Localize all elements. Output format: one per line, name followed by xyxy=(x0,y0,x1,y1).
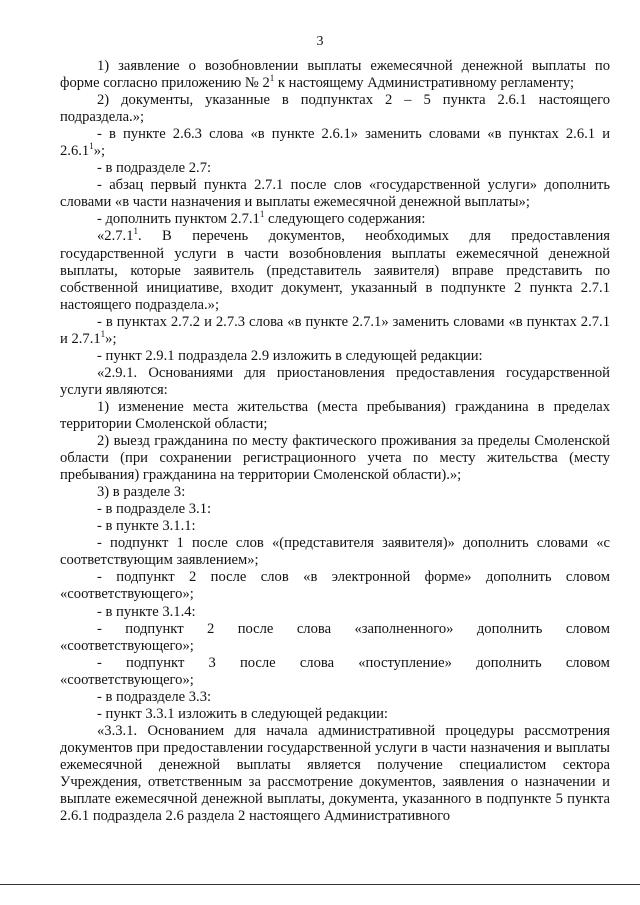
paragraph: «3.3.1. Основанием для начала административной процедуры рассмотрения документов при предоставлении государственной услуги в части назначения и выплаты ежемесячной денежной выплаты является получение специалистом сектора Учреждения, ответственным за рассмотрение документов, заявления о назначении и выплате ежемесячной денежной выплаты, документа, указанного в подпункте 5 пункта 2.6.1 подраздела 2.6 раздела 2 настоящего Административного xyxy=(60,722,610,825)
paragraph: - в пункте 3.1.4: xyxy=(97,603,196,620)
paragraph: - в подразделе 3.1: xyxy=(97,501,212,518)
paragraph: - в подразделе 2.7: xyxy=(97,160,212,177)
paragraph: «2.7.1$^1$. В перечень документов, необходимых для предоставления государственной услуги в части возобновления выплаты ежемесячной денежной выплаты, которые заявитель (представитель заявителя) вправе представить по собственной инициативе, входит документ, указанный в подпункте 2 пункта 2.7.1 настоящего подраздела.»; xyxy=(60,226,610,313)
paragraph: - пункт 2.9.1 подраздела 2.9 изложить в следующей редакции: xyxy=(97,347,483,364)
paragraph: - абзац первый пункта 2.7.1 после слов «государственной услуги» дополнить словами «в части назначения и выплаты ежемесячной денежной выплаты»; xyxy=(60,177,610,211)
paragraph: «соответствующего»; xyxy=(60,637,194,654)
paragraph: 3) в разделе 3: xyxy=(97,484,186,501)
page-bottom-rule xyxy=(0,884,640,885)
paragraph: 1) заявление о возобновлении выплаты ежемесячной денежной выплаты по форме согласно приложению № $2^1$ к настоящему Административному регламенту; xyxy=(60,58,610,92)
paragraph: - пункт 3.3.1 изложить в следующей редакции: xyxy=(97,705,388,722)
document-body xyxy=(60,58,610,825)
paragraph: - в пункте 3.1.1: xyxy=(97,518,196,535)
paragraph: - в пунктах 2.7.2 и 2.7.3 слова «в пункте 2.7.1» заменить словами «в пунктах 2.7.1 и 2.7.1$^1$»; xyxy=(60,313,610,347)
paragraph: - дополнить пунктом 2.7.1$^1$ следующего содержания: xyxy=(97,209,426,228)
paragraph: - в подразделе 3.3: xyxy=(97,688,212,705)
paragraph: 1) изменение места жительства (места пребывания) гражданина в пределах территории Смоленской области; xyxy=(60,398,610,432)
page-number: 3 xyxy=(316,34,324,49)
justified-line: - подпункт 3 после слова «поступление» дополнить словом xyxy=(97,654,610,671)
paragraph: 2) выезд гражданина по месту фактического проживания за пределы Смоленской области (при сохранении регистрационного учета по месту жительства (месту пребывания) гражданина на территории Смоленской области).»; xyxy=(60,433,610,484)
paragraph: - в пункте 2.6.3 слова «в пункте 2.6.1» заменить словами «в пунктах 2.6.1 и 2.6.1$^1$»; xyxy=(60,126,610,160)
justified-line: - подпункт 2 после слова «заполненного» дополнить словом xyxy=(97,620,610,637)
paragraph: - подпункт 1 после слов «(представителя заявителя)» дополнить словами «с соответствующим заявлением»; xyxy=(60,535,610,569)
paragraph: «соответствующего»; xyxy=(60,671,194,688)
paragraph: - подпункт 2 после слов «в электронной форме» дополнить словом «соответствующего»; xyxy=(60,569,610,603)
paragraph: 2) документы, указанные в подпунктах 2 – 5 пункта 2.6.1 настоящего подраздела.»; xyxy=(60,92,610,126)
paragraph: «2.9.1. Основаниями для приостановления предоставления государственной услуги являются: xyxy=(60,364,610,398)
